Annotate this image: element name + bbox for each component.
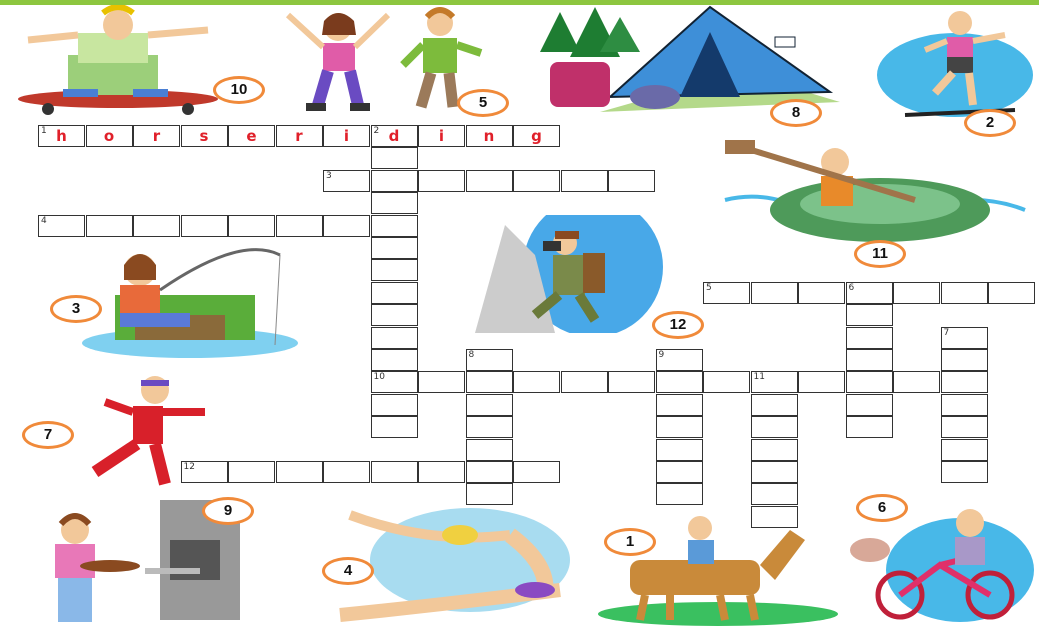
- crossword-cell[interactable]: [466, 170, 513, 192]
- crossword-cell[interactable]: [371, 147, 418, 169]
- crossword-cell[interactable]: [846, 394, 893, 416]
- crossword-cell[interactable]: [846, 416, 893, 438]
- crossword-cell[interactable]: [656, 483, 703, 505]
- answer-letter: h: [56, 127, 67, 145]
- crossword-cell[interactable]: [893, 371, 940, 393]
- crossword-cell[interactable]: [751, 416, 798, 438]
- answer-letter: e: [246, 127, 257, 145]
- crossword-cell[interactable]: [608, 170, 655, 192]
- crossword-cell[interactable]: [371, 259, 418, 281]
- crossword-cell[interactable]: [893, 282, 940, 304]
- answer-letter: n: [483, 127, 495, 145]
- picture-number-badge: 6: [856, 494, 908, 522]
- crossword-cell[interactable]: [656, 416, 703, 438]
- crossword-cell[interactable]: [323, 461, 370, 483]
- crossword-cell[interactable]: [561, 371, 608, 393]
- crossword-cell[interactable]: [276, 215, 323, 237]
- crossword-cell[interactable]: [751, 282, 798, 304]
- clue-number: 3: [326, 170, 332, 181]
- picture-number-badge: 7: [22, 421, 74, 449]
- clue-number: 6: [848, 282, 855, 293]
- picture-number-badge: 2: [964, 109, 1016, 137]
- crossword-cell[interactable]: [466, 394, 513, 416]
- crossword-cell[interactable]: [608, 371, 655, 393]
- crossword-cell[interactable]: [941, 394, 988, 416]
- crossword-cell[interactable]: [418, 371, 465, 393]
- clue-number: 9: [658, 350, 665, 360]
- crossword-cell[interactable]: [181, 215, 228, 237]
- picture-number-badge: 5: [457, 89, 509, 117]
- crossword-cell[interactable]: [656, 439, 703, 461]
- crossword-cell[interactable]: [988, 282, 1035, 304]
- crossword-cell[interactable]: [371, 394, 418, 416]
- crossword-cell[interactable]: [941, 371, 988, 393]
- crossword-cell[interactable]: [703, 371, 750, 393]
- crossword-cell[interactable]: [228, 461, 275, 483]
- hiking-picture: [475, 215, 665, 333]
- crossword-cell[interactable]: [798, 282, 845, 304]
- answer-letter: s: [199, 127, 209, 145]
- crossword-cell[interactable]: [513, 371, 560, 393]
- crossword-cell[interactable]: [466, 416, 513, 438]
- crossword-cell[interactable]: [133, 215, 180, 237]
- crossword-cell[interactable]: [371, 461, 418, 483]
- crossword-cell[interactable]: [941, 461, 988, 483]
- answer-letter: g: [531, 127, 542, 145]
- clue-number: 5: [706, 282, 712, 293]
- crossword-cell[interactable]: [513, 170, 560, 192]
- crossword-cell[interactable]: [418, 461, 465, 483]
- crossword-cell[interactable]: [371, 416, 418, 438]
- crossword-cell[interactable]: [86, 215, 133, 237]
- picture-number-badge: 1: [604, 528, 656, 556]
- picture-number-badge: 11: [854, 240, 906, 268]
- answer-letter: o: [103, 127, 115, 145]
- picture-number-badge: 4: [322, 557, 374, 585]
- crossword-cell[interactable]: [751, 483, 798, 505]
- picture-number-badge: 10: [213, 76, 265, 104]
- crossword-cell[interactable]: [941, 282, 988, 304]
- crossword-cell[interactable]: [466, 439, 513, 461]
- clue-number: 12: [183, 462, 195, 472]
- crossword-cell[interactable]: [371, 192, 418, 214]
- picture-number-badge: 8: [770, 99, 822, 127]
- crossword-cell[interactable]: [751, 461, 798, 483]
- crossword-cell[interactable]: [371, 304, 418, 326]
- crossword-cell[interactable]: [846, 327, 893, 349]
- aerobics-picture: [875, 5, 1035, 117]
- crossword-cell[interactable]: [941, 416, 988, 438]
- crossword-cell[interactable]: [371, 327, 418, 349]
- clue-number: 2: [373, 126, 380, 136]
- cycling-picture: [840, 505, 1035, 623]
- clue-number: 7: [943, 327, 950, 338]
- crossword-cell[interactable]: [656, 461, 703, 483]
- crossword-cell[interactable]: [371, 237, 418, 259]
- answer-letter: i: [438, 127, 445, 145]
- crossword-cell[interactable]: [751, 439, 798, 461]
- dancing-picture: [278, 5, 403, 117]
- crossword-cell[interactable]: [846, 349, 893, 371]
- clue-number: 10: [373, 372, 385, 383]
- crossword-cell[interactable]: [656, 394, 703, 416]
- crossword-cell[interactable]: [656, 371, 703, 393]
- picture-number-badge: 9: [202, 497, 254, 525]
- crossword-cell[interactable]: [466, 461, 513, 483]
- rafting-picture: [715, 140, 1035, 250]
- crossword-cell[interactable]: [228, 215, 275, 237]
- crossword-cell[interactable]: [276, 461, 323, 483]
- crossword-cell[interactable]: [323, 215, 370, 237]
- crossword-cell[interactable]: [466, 371, 513, 393]
- clue-number: 8: [468, 350, 475, 360]
- fishing-picture: [80, 245, 300, 360]
- clue-number: 11: [753, 372, 765, 383]
- answer-letter: i: [343, 127, 350, 145]
- crossword-cell[interactable]: [418, 170, 465, 192]
- crossword-cell[interactable]: [846, 371, 893, 393]
- crossword-cell[interactable]: [941, 349, 988, 371]
- crossword-cell[interactable]: [751, 394, 798, 416]
- crossword-cell[interactable]: [371, 282, 418, 304]
- picture-number-badge: 3: [50, 295, 102, 323]
- answer-letter: d: [388, 127, 400, 145]
- crossword-cell[interactable]: [798, 371, 845, 393]
- crossword-cell[interactable]: [371, 349, 418, 371]
- crossword-cell[interactable]: [561, 170, 608, 192]
- crossword-cell[interactable]: [941, 439, 988, 461]
- clue-number: 1: [41, 126, 47, 136]
- clue-number: 4: [41, 215, 47, 226]
- crossword-cell[interactable]: [371, 215, 418, 237]
- crossword-cell[interactable]: [513, 461, 560, 483]
- crossword-cell[interactable]: [846, 304, 893, 326]
- answer-letter: r: [295, 127, 303, 145]
- crossword-cell[interactable]: [371, 170, 418, 192]
- crossword-cell[interactable]: [751, 506, 798, 528]
- answer-letter: r: [152, 127, 161, 145]
- picture-number-badge: 12: [652, 311, 704, 339]
- crossword-cell[interactable]: [466, 483, 513, 505]
